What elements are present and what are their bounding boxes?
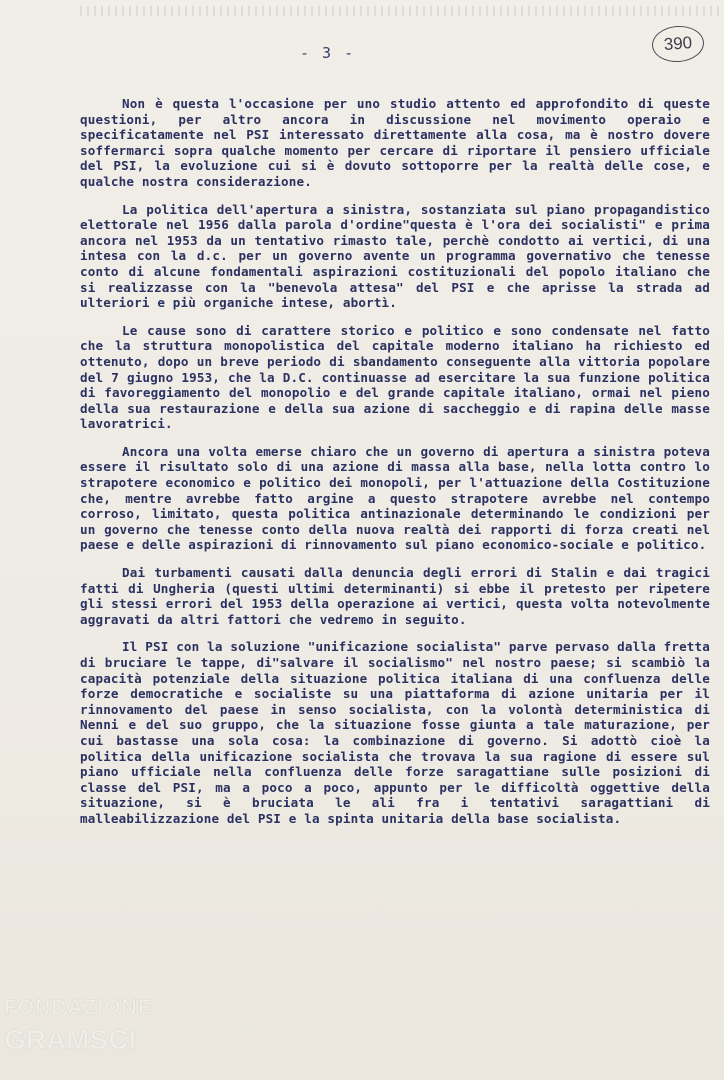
watermark-line-2: GRAMSCI [4,1024,137,1055]
paragraph-1: Non è questa l'occasione per uno studio attento ed approfondito di queste questioni, per altro ancora in discussione nel movimento operaio e specificatamente nel PSI interessato direttamente alla cosa, ma è nostro dovere soffermarci sopra qualche momento per cercare di riportare il pensiero ufficiale del PSI, la evoluzione cui si è dovuto sottoporre per la realtà delle cose, e qualche nostra considerazione. [80,96,710,189]
paragraph-3: Le cause sono di carattere storico e politico e sono condensate nel fatto che la struttura monopolistica del capitale moderno italiano ha richiesto ed ottenuto, dopo un breve periodo di sbandamento conseguente alla vittoria popolare del 7 giugno 1953, che la D.C. continuasse ad esercitare la sua funzione politica di favoreggiamento del monopolio e del grande capitale italiano, ormai nel pieno della sua restaurazione e della sua azione di saccheggio e di rapina delle masse lavoratrici. [80,322,710,432]
page-number: - 3 - [300,44,356,62]
foundation-watermark [4,996,164,1076]
scan-edge-noise [80,6,720,16]
document-body [80,96,710,839]
watermark-line-1: FONDAZIONE [4,996,153,1019]
paragraph-4: Ancora una volta emerse chiaro che un governo di apertura a sinistra poteva essere il risultato solo di una azione di massa alla base, nella lotta contro lo strapotere economico e politico dei monopoli, per l'attuazione della Costituzione che, mentre avrebbe fatto argine a questo strapotere avrebbe nel contempo corroso, limitato, questa politica antinazionale determinando le condizioni per un governo che tenesse conto della nuova realtà dei rapporti di forza creati nel paese e delle aspirazioni di rinnovamento sul piano economico-sociale e politico. [80,443,710,553]
paragraph-6: Il PSI con la soluzione "unificazione socialista" parve pervaso dalla fretta di bruciare le tappe, di"salvare il socialismo" nel nostro paese; si scambiò la capacità potenziale della situazione politica italiana di una confluenza delle forze democratiche e socialiste su una piattaforma di azione unitaria per il rinnovamento del paese in senso socialista, con la volontà deterministica di Nenni e del suo gruppo, che la situazione fosse giunta a tale maturazione, per cui bastasse una sola cosa: la combinazione di governo. Si adottò cioè la politica della unificazione socialista che trovava la sua ragione di essere sul piano ufficiale nella confluenza delle forze saragattiane sulle posizioni di classe del PSI, ma a poco a poco, appunto per le difficoltà oggettive della situazione, si è bruciata le ali fra i tentativi saragattiani di malleabilizzazione del PSI e la spinta unitaria della base socialista. [80,639,710,826]
paragraph-5: Dai turbamenti causati dalla denuncia degli errori di Stalin e dai tragici fatti di Ungheria (questi ultimi determinanti) si ebbe il pretesto per ripetere gli stessi errori del 1953 della operazione ai vertici, questa volta notevolmente aggravati da altri fattori che vedremo in seguito. [80,565,710,627]
archive-stamp: 390 [651,24,705,64]
paragraph-2: La politica dell'apertura a sinistra, sostanziata sul piano propagandistico elettorale nel 1956 dalla parola d'ordine"questa è l'ora dei socialisti" e prima ancora nel 1953 da un tentativo rimasto tale, perchè condotto ai vertici, di una intesa con la d.c. per un governo avente un programma governativo che tenesse conto di alcune fondamentali aspirazioni costituzionali del popolo italiano che si realizzasse con la "benevola attesa" del PSI e che aprisse la strada ad ulteriori e più organiche intese, abortì. [80,201,710,311]
